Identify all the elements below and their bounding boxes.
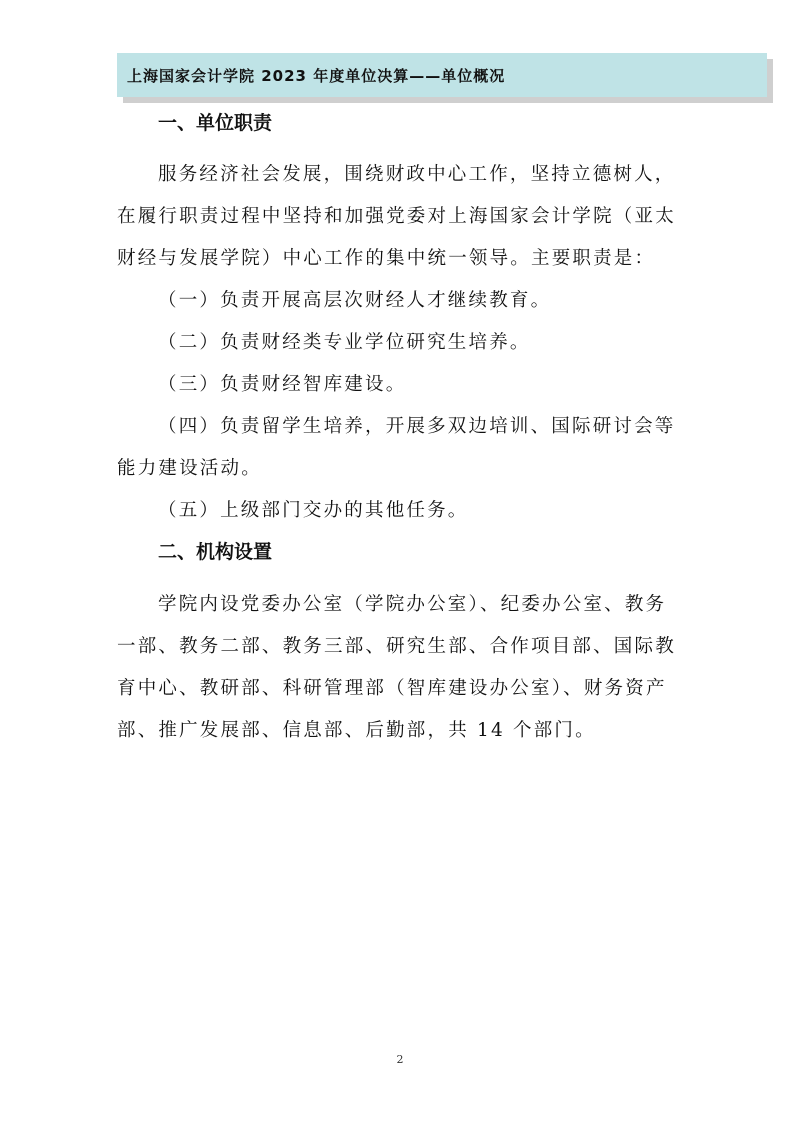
header-banner xyxy=(117,53,767,97)
paragraph-line: 在履行职责过程中坚持和加强党委对上海国家会计学院（亚太 xyxy=(117,206,676,227)
page-number: 2 xyxy=(396,1053,404,1066)
paragraph-line: 学院内设党委办公室（学院办公室）、纪委办公室、教务 xyxy=(158,594,667,615)
section-heading-duties: 一、单位职责 xyxy=(158,112,273,134)
duty-item: （二）负责财经类专业学位研究生培养。 xyxy=(158,332,531,353)
section-heading-structure: 二、机构设置 xyxy=(158,541,273,563)
paragraph-line: 服务经济社会发展，围绕财政中心工作，坚持立德树人， xyxy=(158,164,676,185)
paragraph-line: 部、推广发展部、信息部、后勤部，共 14 个部门。 xyxy=(117,720,596,741)
duty-item-continuation: 能力建设活动。 xyxy=(117,458,262,479)
duty-item: （四）负责留学生培养，开展多双边培训、国际研讨会等 xyxy=(158,416,676,437)
duty-item: （五）上级部门交办的其他任务。 xyxy=(158,500,469,521)
duty-item: （一）负责开展高层次财经人才继续教育。 xyxy=(158,290,552,311)
paragraph-line: 财经与发展学院）中心工作的集中统一领导。主要职责是： xyxy=(117,248,656,269)
paragraph-line: 一部、教务二部、教务三部、研究生部、合作项目部、国际教 xyxy=(117,636,676,657)
header-title: 上海国家会计学院 2023 年度单位决算——单位概况 xyxy=(127,67,506,85)
paragraph-line: 育中心、教研部、科研管理部（智库建设办公室）、财务资产 xyxy=(117,678,667,699)
duty-item: （三）负责财经智库建设。 xyxy=(158,374,407,395)
